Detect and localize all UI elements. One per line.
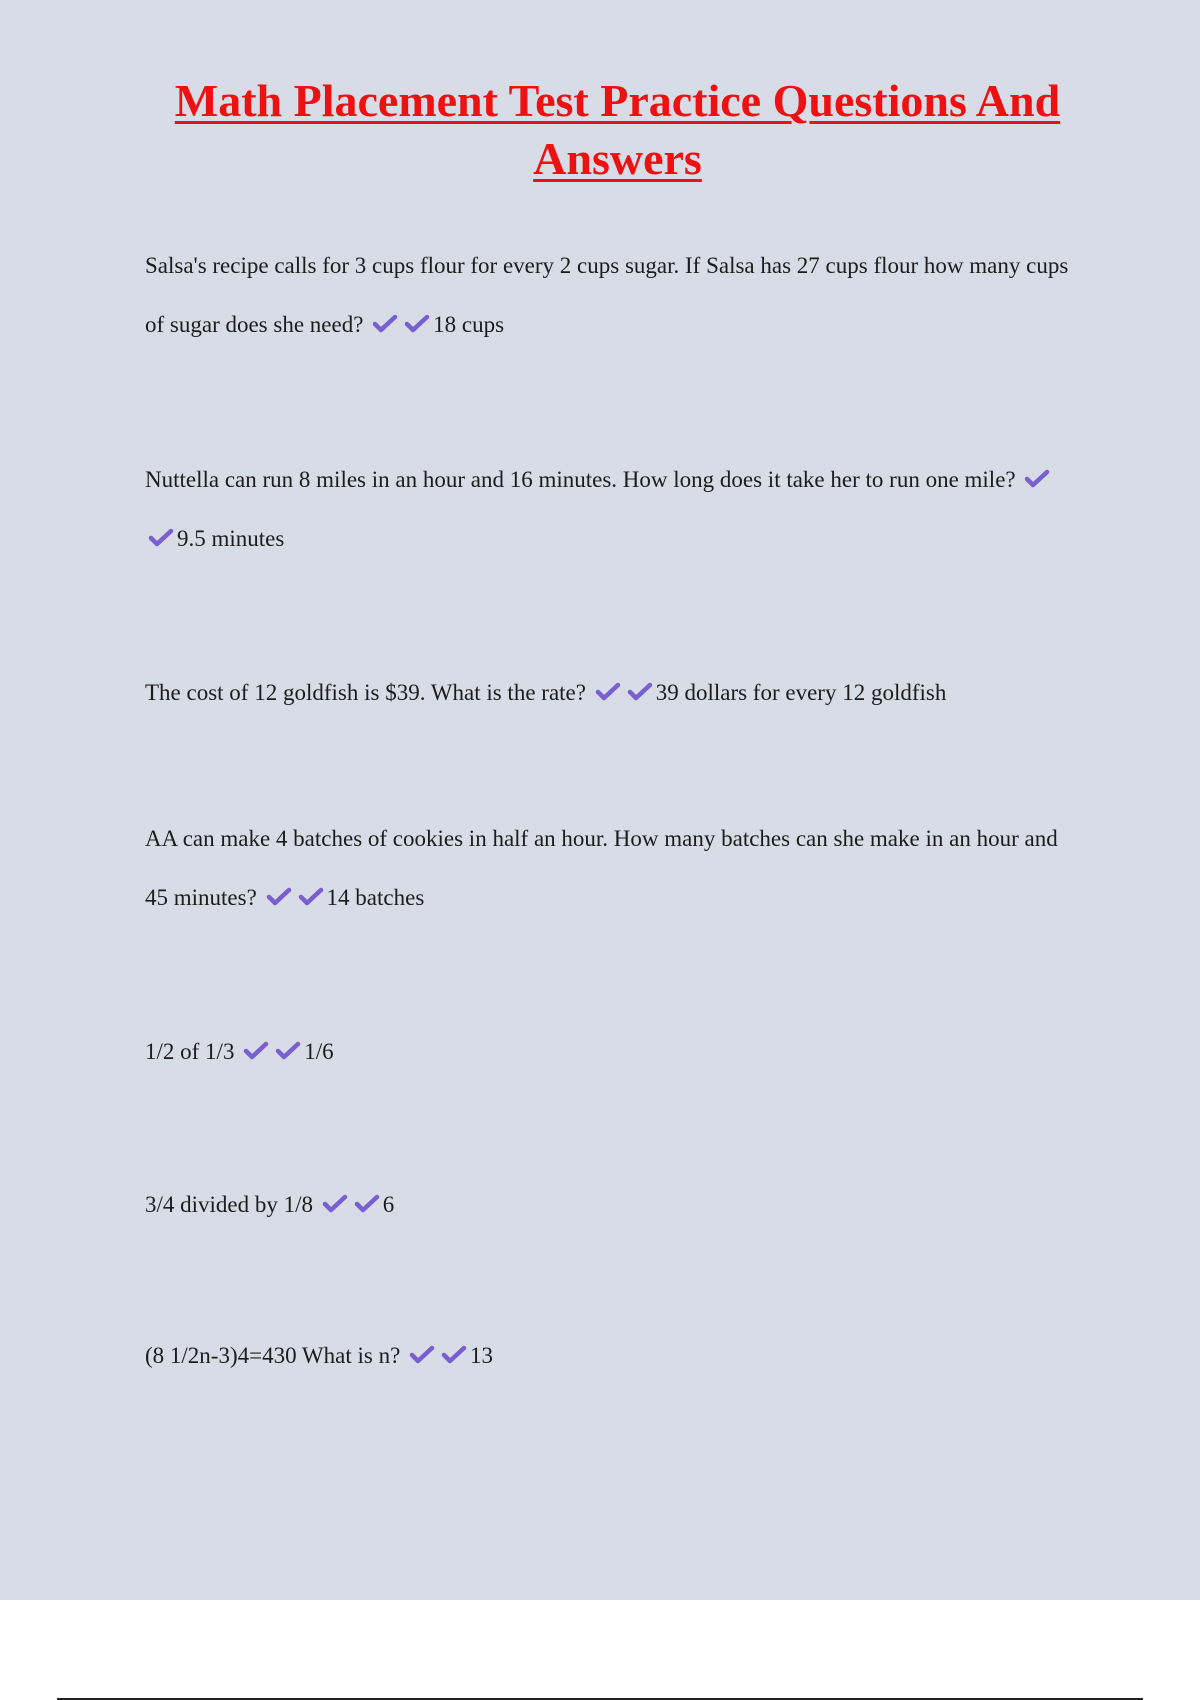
qa-item-4 xyxy=(145,809,1085,927)
checkmark-icon xyxy=(624,681,656,703)
answer-text: 1/6 xyxy=(304,1039,334,1064)
answer-text: 13 xyxy=(470,1343,494,1368)
checkmark-icon xyxy=(272,1040,304,1062)
qa-item-6 xyxy=(145,1175,1085,1234)
checkmark-icon xyxy=(401,313,433,335)
checkmark-icon xyxy=(295,886,327,908)
question-text: Nuttella can run 8 miles in an hour and 16 minutes. How long does it take her to run one mile? xyxy=(145,467,1016,492)
checkmark-icon xyxy=(438,1344,470,1366)
checkmark-icon xyxy=(1021,468,1053,490)
question-text: 3/4 divided by 1/8 xyxy=(145,1192,314,1217)
checkmark-icon xyxy=(592,681,624,703)
answer-text: 6 xyxy=(382,1192,395,1217)
question-text: Salsa's recipe calls for 3 cups flour for every 2 cups sugar. If Salsa has 27 cups flour how many cups of sugar does she need? xyxy=(145,253,1069,337)
question-text: The cost of 12 goldfish is $39. What is the rate? xyxy=(145,680,586,705)
page-title: Math Placement Test Practice Questions And Answers xyxy=(174,75,1061,184)
qa-item-5 xyxy=(145,1022,1085,1081)
checkmark-icon xyxy=(263,886,295,908)
answer-text: 9.5 minutes xyxy=(177,526,285,551)
checkmark-icon xyxy=(369,313,401,335)
answer-text: 14 batches xyxy=(326,885,425,910)
checkmark-icon xyxy=(240,1040,272,1062)
answer-text: 39 dollars for every 12 goldfish xyxy=(655,680,947,705)
answer-text: 18 cups xyxy=(433,312,505,337)
qa-item-3 xyxy=(145,663,1085,722)
question-text: AA can make 4 batches of cookies in half an hour. How many batches can she make in an hour and 45 minutes? xyxy=(145,826,1058,910)
question-text: (8 1/2n-3)4=430 What is n? xyxy=(145,1343,401,1368)
question-text: 1/2 of 1/3 xyxy=(145,1039,235,1064)
qa-item-2 xyxy=(145,450,1085,568)
qa-item-7 xyxy=(145,1326,1085,1385)
qa-item-1 xyxy=(145,236,1085,354)
checkmark-icon xyxy=(145,527,177,549)
checkmark-icon xyxy=(319,1193,351,1215)
checkmark-icon xyxy=(406,1344,438,1366)
checkmark-icon xyxy=(351,1193,383,1215)
